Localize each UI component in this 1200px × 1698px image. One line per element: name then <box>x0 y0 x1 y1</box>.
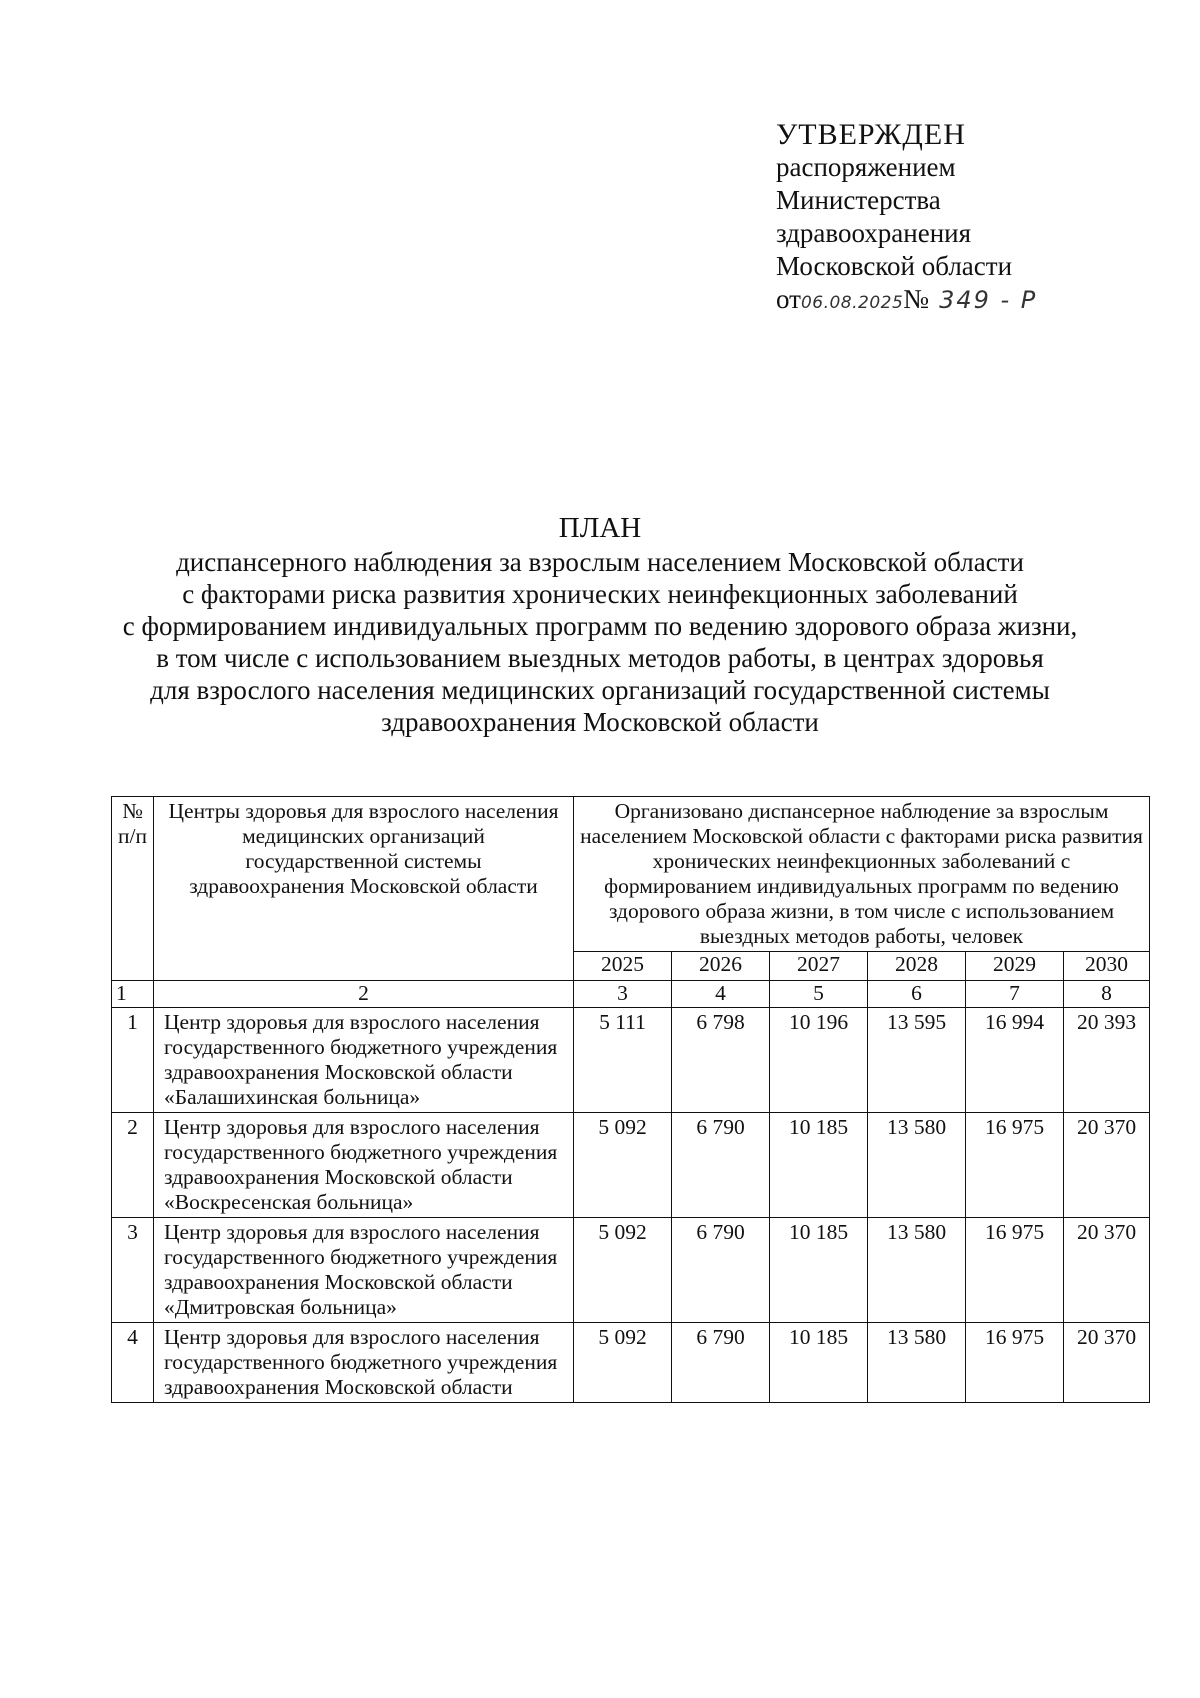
plan-title-line: для взрослого населения медицинских организаций государственной системы <box>150 675 1050 705</box>
row-value: 16 975 <box>966 1323 1064 1403</box>
row-value: 20 370 <box>1064 1323 1150 1403</box>
approval-line: здравоохранения <box>776 218 972 248</box>
row-value: 10 185 <box>770 1113 868 1218</box>
row-value: 16 975 <box>966 1113 1064 1218</box>
handwritten-date: 06.08.2025 <box>800 293 904 313</box>
table-index-row <box>112 981 1150 1008</box>
table-row <box>112 1113 1150 1218</box>
plan-title-line: с формированием индивидуальных программ по ведению здорового образа жизни, <box>122 611 1078 641</box>
row-value: 10 185 <box>770 1218 868 1323</box>
approval-line: Министерства <box>776 185 941 215</box>
row-number: 1 <box>112 1008 154 1113</box>
column-index: 5 <box>770 981 868 1008</box>
row-value: 5 092 <box>574 1113 672 1218</box>
header-number: № п/п <box>112 797 154 981</box>
header-center-name: Центры здоровья для взрослого населения медицинских организаций государственной системы здравоохранения Московской области <box>154 797 574 981</box>
row-value: 5 092 <box>574 1323 672 1403</box>
row-center-name: Центр здоровья для взрослого населения государственного бюджетного учреждения здравоохранения Московской области «Балашихинская больница» <box>154 1008 574 1113</box>
row-center-name: Центр здоровья для взрослого населения государственного бюджетного учреждения здравоохранения Московской области «Воскресенская больница» <box>154 1113 574 1218</box>
row-value: 13 580 <box>868 1323 966 1403</box>
table-row <box>112 1008 1150 1113</box>
plan-title-line: здравоохранения Московской области <box>381 707 819 737</box>
approval-block <box>776 118 1037 320</box>
header-year: 2028 <box>868 952 966 981</box>
header-organized: Организовано диспансерное наблюдение за взрослым населением Московской области с факторами риска развития хронических неинфекционных заболеваний с формированием индивидуальных программ по ведению здорового образа жизни, в том числе с использованием выездных методов работы, человек <box>574 797 1150 952</box>
row-value: 6 790 <box>672 1218 770 1323</box>
header-year: 2029 <box>966 952 1064 981</box>
header-year: 2026 <box>672 952 770 981</box>
row-value: 13 580 <box>868 1113 966 1218</box>
approval-heading: УТВЕРЖДЕН <box>776 118 966 151</box>
row-number: 3 <box>112 1218 154 1323</box>
row-center-name: Центр здоровья для взрослого населения государственного бюджетного учреждения здравоохранения Московской области <box>154 1323 574 1403</box>
plan-title-line: в том числе с использованием выездных методов работы, в центрах здоровья <box>156 643 1044 673</box>
table-row <box>112 1323 1150 1403</box>
row-value: 13 595 <box>868 1008 966 1113</box>
date-prefix: от <box>776 284 801 314</box>
column-index: 7 <box>966 981 1064 1008</box>
row-value: 16 994 <box>966 1008 1064 1113</box>
header-year: 2030 <box>1064 952 1150 981</box>
row-value: 20 393 <box>1064 1008 1150 1113</box>
approval-line: Московской области <box>776 251 1013 281</box>
row-value: 16 975 <box>966 1218 1064 1323</box>
approval-line: распоряжением <box>776 152 956 182</box>
row-value: 6 798 <box>672 1008 770 1113</box>
header-year: 2027 <box>770 952 868 981</box>
plan-title-line: с факторами риска развития хронических неинфекционных заболеваний <box>182 579 1018 609</box>
column-index: 4 <box>672 981 770 1008</box>
row-value: 6 790 <box>672 1323 770 1403</box>
row-value: 5 092 <box>574 1218 672 1323</box>
row-number: 2 <box>112 1113 154 1218</box>
plan-table <box>111 796 1150 1403</box>
approval-date-line <box>776 283 1037 320</box>
column-index: 8 <box>1064 981 1150 1008</box>
table-header-row <box>112 797 1150 952</box>
row-value: 10 185 <box>770 1323 868 1403</box>
row-center-name: Центр здоровья для взрослого населения государственного бюджетного учреждения здравоохранения Московской области «Дмитровская больница» <box>154 1218 574 1323</box>
table-row <box>112 1218 1150 1323</box>
row-value: 10 196 <box>770 1008 868 1113</box>
column-index: 1 <box>112 981 154 1008</box>
plan-title-line: диспансерного наблюдения за взрослым населением Московской области <box>176 547 1024 577</box>
column-index: 3 <box>574 981 672 1008</box>
row-value: 20 370 <box>1064 1113 1150 1218</box>
row-value: 5 111 <box>574 1008 672 1113</box>
column-index: 2 <box>154 981 574 1008</box>
number-sign: № <box>903 284 930 314</box>
row-number: 4 <box>112 1323 154 1403</box>
row-value: 20 370 <box>1064 1218 1150 1323</box>
header-year: 2025 <box>574 952 672 981</box>
plan-title-main: ПЛАН <box>558 512 642 544</box>
column-index: 6 <box>868 981 966 1008</box>
row-value: 13 580 <box>868 1218 966 1323</box>
row-value: 6 790 <box>672 1113 770 1218</box>
handwritten-number: 349 - Р <box>939 286 1038 314</box>
plan-title <box>100 512 1100 738</box>
